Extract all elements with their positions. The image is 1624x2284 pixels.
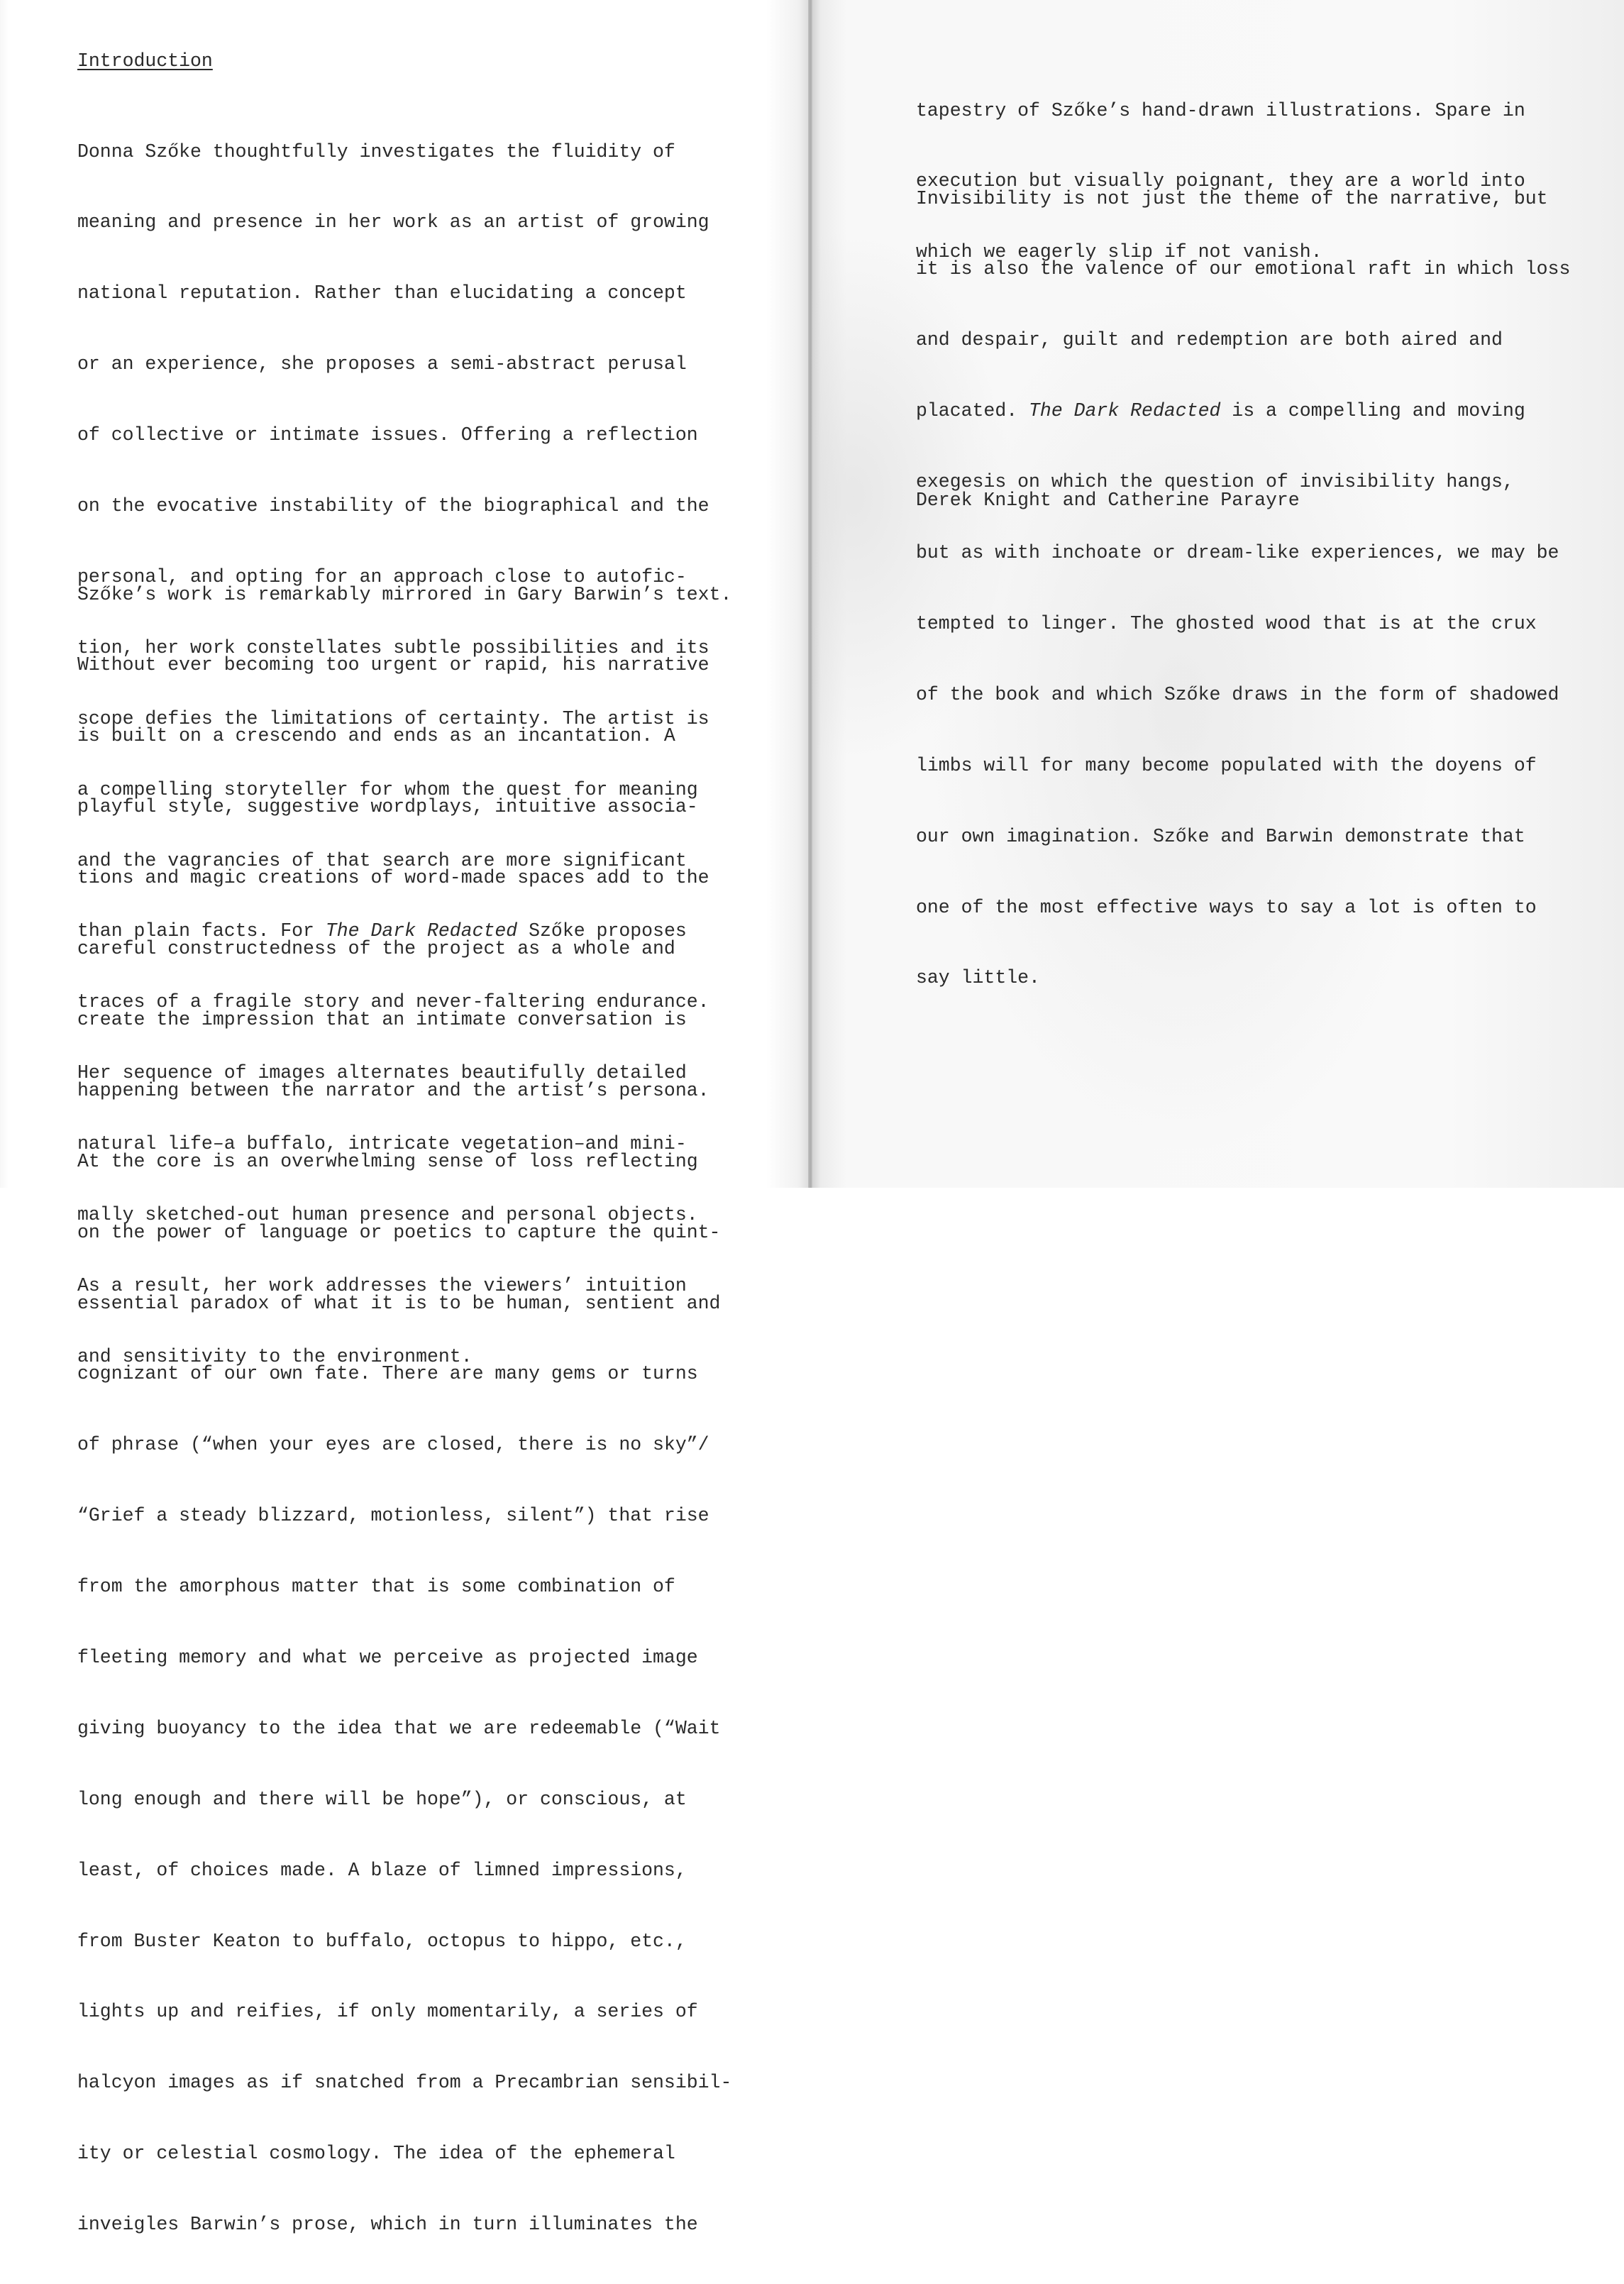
text-line: Her sequence of images alternates beautifully detailed (77, 1062, 687, 1084)
text-segment: is a compelling and moving (1220, 400, 1525, 422)
text-line: giving buoyancy to the idea that we are redeemable (“Wait (77, 1717, 721, 1739)
text-line: national reputation. Rather than elucidating a concept (77, 282, 687, 304)
text-line: At the core is an overwhelming sense of loss reflecting (77, 1150, 698, 1172)
text-line: Without ever becoming too urgent or rapid, his narrative (77, 654, 709, 676)
text-line: traces of a fragile story and never-faltering endurance. (77, 991, 709, 1013)
text-line: or an experience, she proposes a semi-abstract perusal (77, 353, 687, 375)
left-page (0, 0, 811, 2236)
text-line: natural life–a buffalo, intricate vegetation–and mini- (77, 1133, 687, 1155)
text-line: ity or celestial cosmology. The idea of the ephemeral (77, 2143, 675, 2165)
text-line: cognizant of our own fate. There are many gems or turns (77, 1363, 698, 1385)
text-line: halcyon images as if snatched from a Precambrian sensibil- (77, 2072, 732, 2094)
text-line: of phrase (“when your eyes are closed, there is no sky”/ (77, 1434, 709, 1456)
text-line: tion, her work constellates subtle possibilities and its (77, 636, 709, 658)
text-line: Szőke’s work is remarkably mirrored in Gary Barwin’s text. (77, 583, 732, 605)
author-names: Derek Knight and Catherine Parayre (916, 489, 1300, 511)
text-line: tions and magic creations of word-made spaces add to the (77, 867, 709, 889)
text-line: and sensitivity to the environment. (77, 1345, 473, 1367)
book-gutter (808, 0, 812, 1188)
text-line: tapestry of Szőke’s hand-drawn illustrations. Spare in (916, 99, 1525, 121)
text-line: from the amorphous matter that is some combination of (77, 1576, 675, 1598)
text-line: it is also the valence of our emotional raft in which loss (916, 258, 1571, 280)
text-line: create the impression that an intimate conversation is (77, 1008, 687, 1030)
text-line: on the evocative instability of the biographical and the (77, 495, 709, 517)
text-line (916, 399, 1570, 423)
text-line: but as with inchoate or dream-like experiences, we may be (916, 542, 1559, 564)
text-line: personal, and opting for an approach close to autofic- (77, 566, 687, 587)
text-line: exegesis on which the question of invisibility hangs, (916, 471, 1514, 493)
text-segment: than plain facts. For (77, 920, 326, 942)
text-line: essential paradox of what it is to be human, sentient and (77, 1292, 721, 1314)
text-line: long enough and there will be hope”), or conscious, at (77, 1788, 687, 1810)
text-line: is built on a crescendo and ends as an incantation. A (77, 725, 675, 747)
right-page (811, 0, 1624, 1188)
text-line: inveigles Barwin’s prose, which in turn illuminates the (77, 2214, 698, 2236)
book-title: The Dark Redacted (325, 920, 518, 942)
text-line: mally sketched-out human presence and personal objects. (77, 1203, 698, 1225)
paragraph-3 (916, 140, 1570, 1037)
text-line: our own imagination. Szőke and Barwin demonstrate that (916, 825, 1525, 847)
text-line: one of the most effective ways to say a lot is often to (916, 896, 1537, 918)
text-line: of collective or intimate issues. Offering a reflection (77, 424, 698, 446)
text-line: “Grief a steady blizzard, motionless, silent”) that rise (77, 1505, 709, 1527)
paragraph-2 (77, 536, 731, 2284)
text-line: meaning and presence in her work as an artist of growing (77, 211, 709, 233)
book-title: The Dark Redacted (1029, 400, 1221, 422)
text-line: and the vagrancies of that search are more significant (77, 849, 687, 871)
text-line: on the power of language or poetics to capture the quint- (77, 1221, 721, 1243)
text-line: a compelling storyteller for whom the quest for meaning (77, 778, 698, 800)
text-segment: Szőke proposes (517, 920, 687, 942)
text-line: playful style, suggestive wordplays, intuitive associa- (77, 796, 698, 818)
text-line: limbs will for many become populated with the doyens of (916, 754, 1537, 776)
text-line: of the book and which Szőke draws in the form of shadowed (916, 683, 1559, 705)
text-line: scope defies the limitations of certainty. The artist is (77, 707, 709, 729)
text-line: Invisibility is not just the theme of the narrative, but (916, 187, 1548, 209)
text-line: execution but visually poignant, they are a world into (916, 170, 1525, 192)
author-signature (916, 441, 1300, 559)
text-line: tempted to linger. The ghosted wood that is at the crux (916, 612, 1537, 634)
text-line: happening between the narrator and the artist’s persona. (77, 1079, 709, 1101)
text-segment: placated. (916, 400, 1029, 422)
text-line: As a result, her work addresses the viewers’ intuition (77, 1274, 687, 1296)
text-line: fleeting memory and what we perceive as projected image (77, 1646, 698, 1668)
text-line: lights up and reifies, if only momentarily, a series of (77, 2001, 698, 2023)
text-line: say little. (916, 967, 1040, 989)
text-line: least, of choices made. A blaze of limned impressions, (77, 1859, 687, 1881)
section-heading: Introduction (77, 50, 213, 72)
text-line: from Buster Keaton to buffalo, octopus to hippo, etc., (77, 1930, 687, 1952)
text-line: and despair, guilt and redemption are both aired and (916, 329, 1503, 351)
text-line: which we eagerly slip if not vanish. (916, 241, 1322, 263)
text-line: careful constructedness of the project as a whole and (77, 938, 675, 960)
text-line: Donna Szőke thoughtfully investigates the fluidity of (77, 140, 675, 162)
